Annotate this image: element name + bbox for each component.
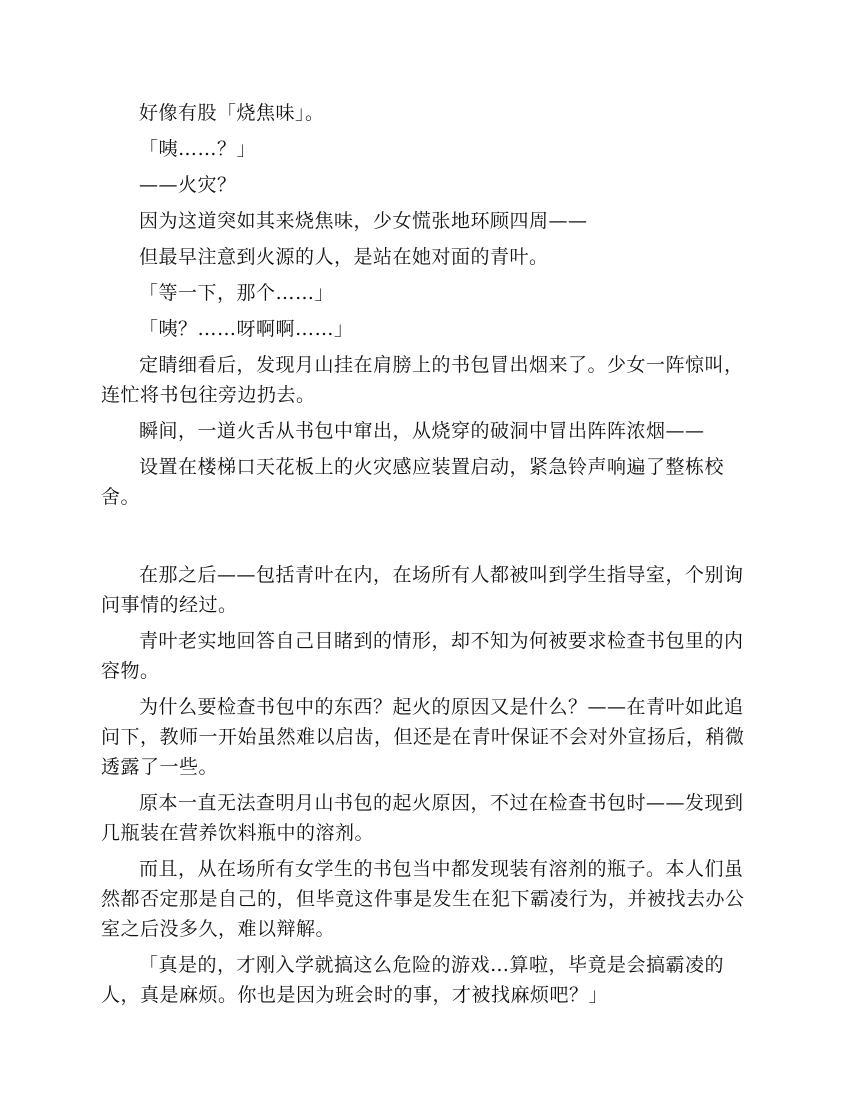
paragraph: 设置在楼梯口天花板上的火灾感应装置启动，紧急铃声响遍了整栋校舍。 (101, 456, 725, 508)
paragraph: 但最早注意到火源的人，是站在她对面的青叶。 (139, 246, 549, 268)
paragraph: 而且，从在场所有女学生的书包当中都发现装有溶剂的瓶子。本人们虽然都否定那是自己的，但毕竟这件事是发生在犯下霸凌行为，并被找去办公室之后没多久，难以辩解。 (101, 858, 745, 940)
paragraph: 「真是的，才刚入学就搞这么危险的游戏…算啦，毕竟是会搞霸凌的人，真是麻烦。你也是因为班会时的事，才被找麻烦吧？」 (101, 954, 725, 1006)
paragraph: ——火灾？ (139, 174, 237, 196)
section-break (101, 518, 751, 560)
paragraph: 「咦？……呀啊啊……」 (139, 318, 354, 340)
paragraph: 好像有股「烧焦味」。 (139, 102, 325, 124)
body-text (101, 98, 751, 1016)
paragraph: 瞬间，一道火舌从书包中窜出，从烧穿的破洞中冒出阵阵浓烟—— (139, 420, 705, 442)
paragraph: 因为这道突如其来烧焦味，少女慌张地环顾四周—— (139, 210, 588, 232)
paragraph: 「咦……？」 (139, 138, 257, 160)
paragraph: 为什么要检查书包中的东西？起火的原因又是什么？——在青叶如此追问下，教师一开始虽然难以启齿，但还是在青叶保证不会对外宣扬后，稍微透露了一些。 (101, 696, 745, 778)
paragraph: 「等一下，那个……」 (139, 282, 335, 304)
paragraph: 原本一直无法查明月山书包的起火原因，不过在检查书包时——发现到几瓶装在营养饮料瓶中的溶剂。 (101, 792, 744, 844)
paragraph: 青叶老实地回答自己目睹到的情形，却不知为何被要求检查书包里的内容物。 (101, 630, 744, 682)
paragraph: 定睛细看后，发现月山挂在肩膀上的书包冒出烟来了。少女一阵惊叫，连忙将书包往旁边扔去。 (101, 354, 744, 406)
paragraph: 在那之后——包括青叶在内，在场所有人都被叫到学生指导室，个别询问事情的经过。 (101, 564, 744, 616)
